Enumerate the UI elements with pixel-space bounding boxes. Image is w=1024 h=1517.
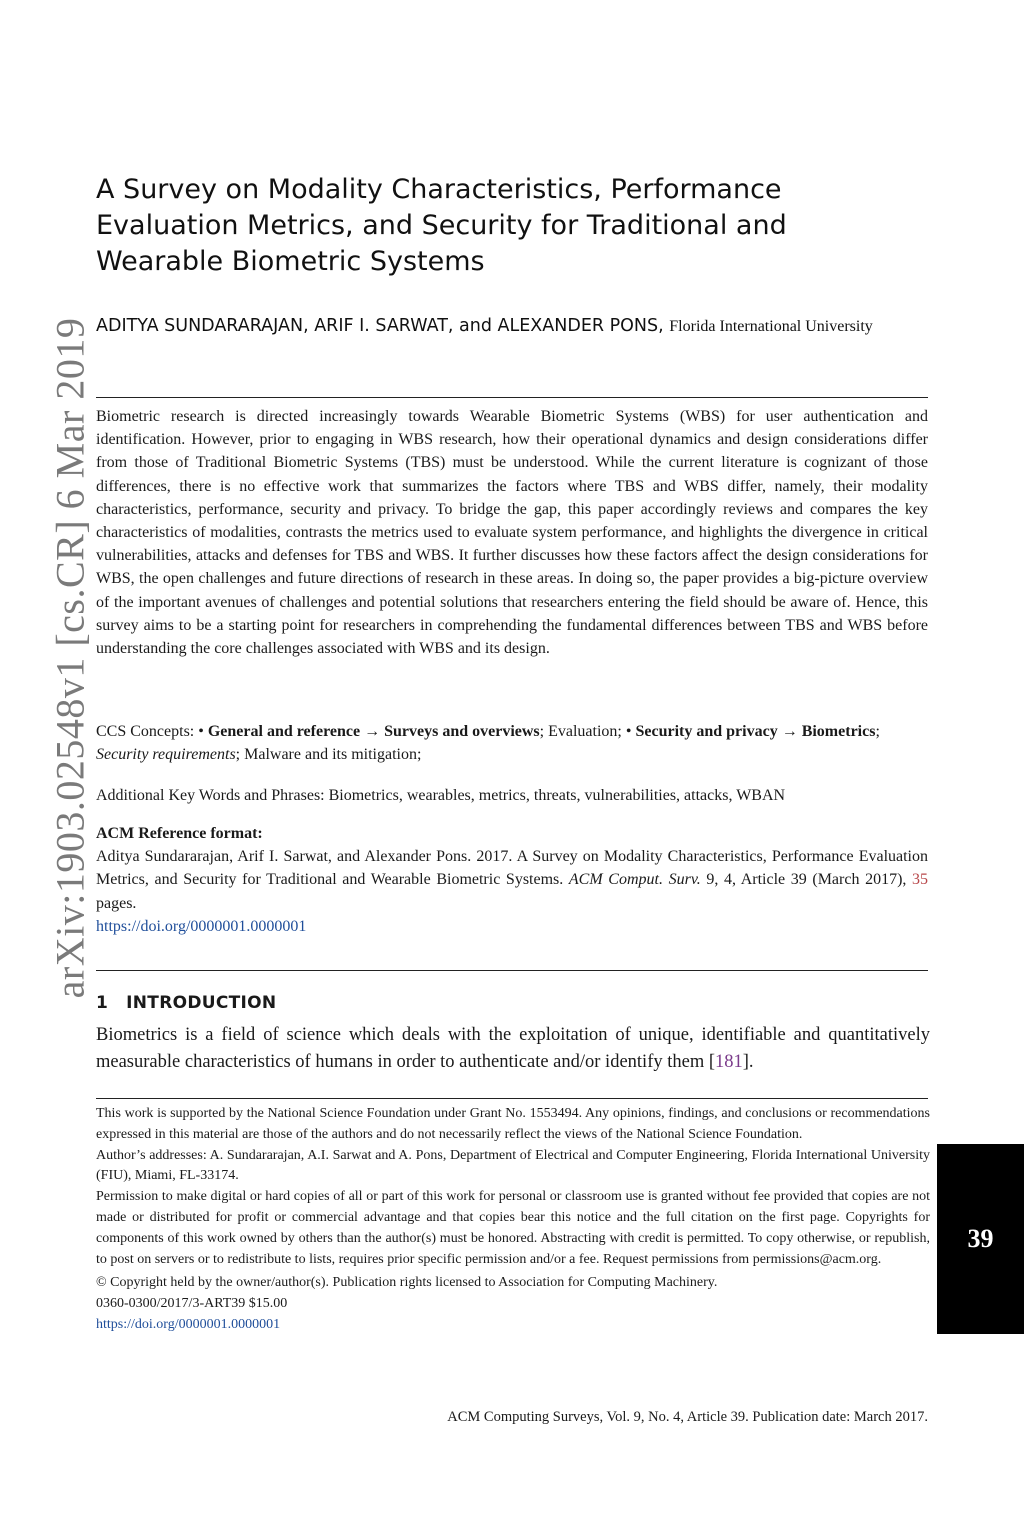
- citation-close: ].: [742, 1052, 754, 1072]
- footnotes: [96, 1104, 930, 1336]
- acm-reference-volume: 9, 4, Article 39 (March 2017),: [706, 871, 907, 889]
- acm-reference-pages-link[interactable]: 35: [912, 871, 929, 889]
- introduction-paragraph: [96, 1022, 930, 1076]
- ccs-general-reference: General and reference: [207, 723, 361, 740]
- ccs-security-requirements: Security requirements: [96, 746, 236, 763]
- ccs-arrow: →: [781, 723, 798, 740]
- abstract: Biometric research is directed increasingly towards Wearable Biometric Systems (WBS) for user authentication and identification. However, prior to engaging in WBS research, how their operational dynamics and design considerations differ from those of Traditional Biometric Systems (TBS) must be understood. While the current literature is cognizant of those differences, there is no effective work that summarizes the factors where TBS and WBS differ, namely, their modality characteristics, performance, security and privacy. To bridge the gap, this paper accordingly reviews and compares the key characteristics of modalities, contrasts the metrics used to evaluate system performance, and highlights the divergence in critical vulnerabilities, attacks and defenses for TBS and WBS. It further discusses how these factors affect the design considerations for WBS, the open challenges and future directions of research in these areas. In doing so, the paper provides a big-picture overview of the important avenues of challenges and potential solutions that researchers entering the field should be aware of. Hence, this survey aims to be a starting point for researchers in comprehending the fundamental differences between TBS and WBS before understanding the core challenges associated with WBS and its design.: [96, 408, 928, 658]
- article-number-tab: [937, 1144, 1024, 1334]
- introduction-text: Biometrics is a field of science which deals with the exploitation of unique, identifiable and quantitatively measurable characteristics of humans in order to authenticate and/or identify them: [96, 1025, 930, 1072]
- keywords: Additional Key Words and Phrases: Biometrics, wearables, metrics, threats, vulnerabilities, attacks, WBAN: [96, 787, 786, 804]
- footnote-copyright: © Copyright held by the owner/author(s). Publication rights licensed to Association for Computing Machinery.: [96, 1275, 718, 1291]
- footnote-doi-link[interactable]: https://doi.org/0000001.0000001: [96, 1316, 281, 1332]
- footnote-addresses: Author’s addresses: A. Sundararajan, A.I. Sarwat and A. Pons, Department of Electrical and Computer Engineering, Florida International University (FIU), Miami, FL-33174.: [96, 1147, 930, 1184]
- acm-reference-text: Aditya Sundararajan, Arif I. Sarwat, and Alexander Pons. 2017. A Survey on Modality Characteristics, Performance Evaluation Metrics, and Security for Traditional and Wearable Biometric Systems.: [96, 848, 928, 889]
- author-affiliation: Florida International University: [669, 318, 873, 335]
- ccs-tail: ; Malware and its mitigation;: [235, 746, 422, 763]
- abstract-top-rule: [96, 397, 928, 398]
- author-names: ADITYA SUNDARARAJAN, ARIF I. SARWAT, and ALEXANDER PONS,: [96, 316, 664, 336]
- arxiv-identifier-stamp: arXiv:1903.02548v1 [cs.CR] 6 Mar 2019: [47, 317, 93, 999]
- acm-reference-heading: ACM Reference format:: [96, 825, 263, 842]
- page-footer: ACM Computing Surveys, Vol. 9, No. 4, Article 39. Publication date: March 2017.: [447, 1409, 928, 1425]
- ccs-arrow: →: [364, 723, 381, 740]
- ccs-surveys-overviews: Surveys and overviews: [384, 723, 540, 740]
- ccs-security-privacy: Security and privacy: [635, 723, 778, 740]
- ccs-separator: ; Evaluation; •: [539, 723, 632, 740]
- footnote-rule: [96, 1098, 928, 1099]
- ccs-biometrics: Biometrics: [801, 723, 876, 740]
- citation-open: [: [708, 1052, 716, 1072]
- article-number: 39: [967, 1224, 994, 1253]
- acm-reference-doi-link[interactable]: https://doi.org/0000001.0000001: [96, 917, 307, 935]
- citation-link[interactable]: 181: [715, 1052, 743, 1072]
- footnote-funding: This work is supported by the National Science Foundation under Grant No. 1553494. Any opinions, findings, and conclusions or recommendations expressed in this material are those of the authors and do not necessarily reflect the views of the National Science Foundation.: [96, 1106, 930, 1142]
- paper-title: A Survey on Modality Characteristics, Performance Evaluation Metrics, and Security for Traditional and Wearable Biometric Systems: [96, 174, 787, 277]
- footnote-permission: Permission to make digital or hard copies of all or part of this work for personal or classroom use is granted without fee provided that copies are not made or distributed for profit or commercial advantage and that copies bear this notice and the full citation on the first page. Copyrights for components of this work owned by others than the author(s) must be honored. Abstracting with credit is permitted. To copy otherwise, or republish, to post on servers or to redistribute to lists, requires prior specific permission and/or a fee. Request permissions from permissions@acm.org.: [96, 1189, 930, 1267]
- ccs-label: CCS Concepts: •: [96, 723, 204, 740]
- author-block: [96, 312, 931, 341]
- section-title: INTRODUCTION: [126, 993, 277, 1013]
- section-heading-introduction: [96, 993, 276, 1013]
- ccs-concepts: [96, 720, 928, 766]
- acm-reference-format: [96, 822, 928, 938]
- acm-reference-journal: ACM Comput. Surv.: [568, 871, 701, 889]
- acm-reference-pages-label: pages.: [96, 894, 137, 912]
- footnote-issn: 0360-0300/2017/3-ART39 $15.00: [96, 1296, 288, 1312]
- ccs-separator: ;: [875, 723, 880, 740]
- section-number: 1: [96, 993, 109, 1013]
- intro-top-rule: [96, 970, 928, 971]
